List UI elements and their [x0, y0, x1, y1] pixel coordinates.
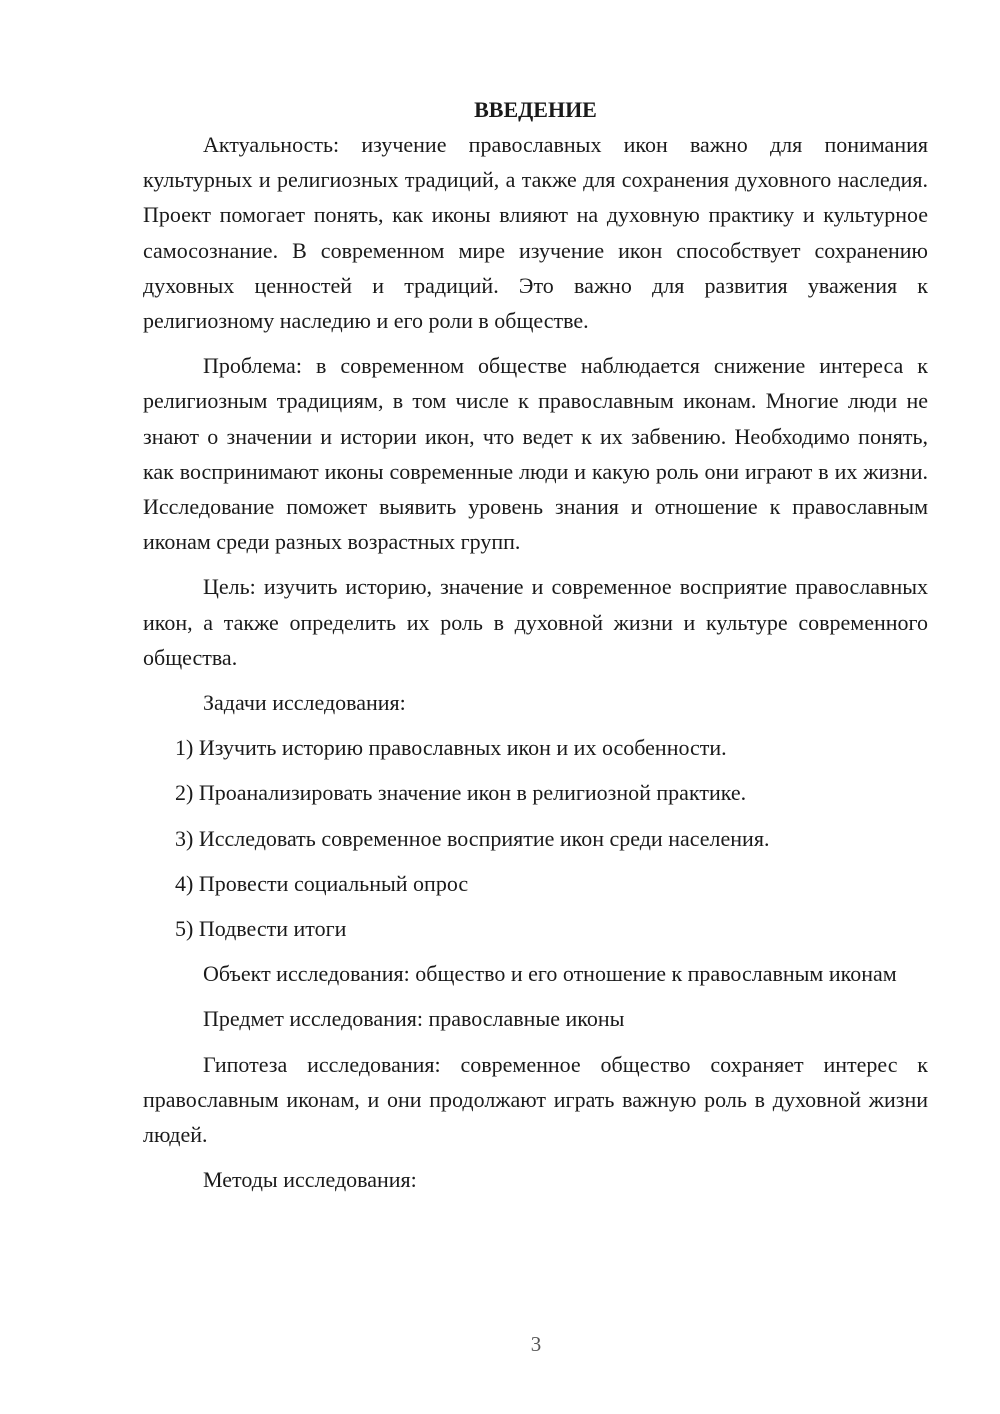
problem-paragraph: Проблема: в современном обществе наблюдается снижение интереса к религиозным традициям, в том числе к православным иконам. Многие люди не знают о значении и истории икон, что ведет к их забвению. Необходимо понять, как воспринимают иконы современные люди и какую роль они играют в их жизни. Исследование поможет выявить уровень знания и отношение к православным иконам среди разных возрастных групп.	[143, 353, 928, 555]
page-number: 3	[530, 1332, 542, 1356]
subject-paragraph: Предмет исследования: православные иконы	[203, 1006, 625, 1032]
hypothesis-paragraph: Гипотеза исследования: современное общество сохраняет интерес к православным иконам, и они продолжают играть важную роль в духовной жизни людей.	[143, 1051, 928, 1148]
page-content	[143, 92, 928, 1207]
list-item: 2) Проанализировать значение икон в религиозной практике.	[175, 780, 747, 806]
relevance-paragraph: Актуальность: изучение православных икон важно для понимания культурных и религиозных традиций, а также для сохранения духовного наследия. Проект помогает понять, как иконы влияют на духовную практику и культурное самосознание. В современном мире изучение икон способствует сохранению духовных ценностей и традиций. Это важно для развития уважения к религиозному наследию и его роли в обществе.	[143, 132, 928, 334]
tasks-list	[143, 730, 928, 946]
list-item: 5) Подвести итоги	[175, 916, 347, 942]
section-title: ВВЕДЕНИЕ	[474, 97, 597, 122]
list-item: 3) Исследовать современное восприятие икон среди населения.	[175, 825, 770, 851]
tasks-heading: Задачи исследования:	[203, 690, 406, 716]
list-item: 1) Изучить историю православных икон и их особенности.	[175, 735, 727, 761]
list-item: 4) Провести социальный опрос	[175, 870, 469, 896]
methods-heading: Методы исследования:	[203, 1167, 417, 1193]
goal-paragraph: Цель: изучить историю, значение и современное восприятие православных икон, а также определить их роль в духовной жизни и культуре современного общества.	[143, 574, 928, 670]
object-paragraph: Объект исследования: общество и его отношение к православным иконам	[203, 961, 897, 987]
